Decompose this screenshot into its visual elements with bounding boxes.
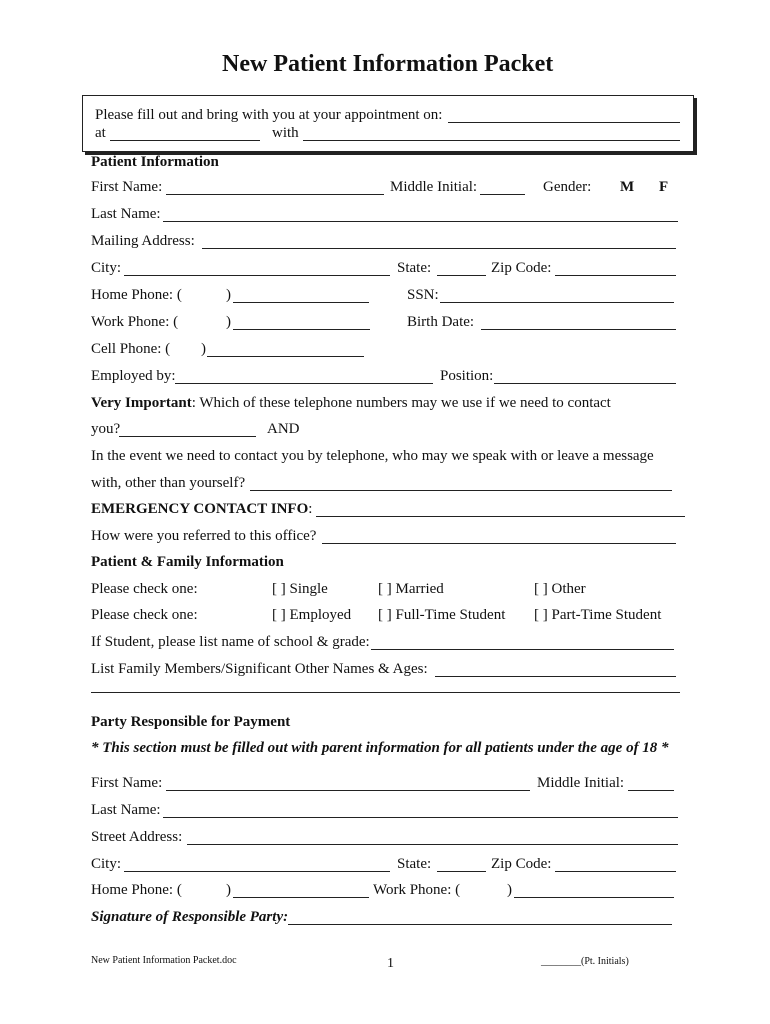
appointment-date-field[interactable]	[448, 122, 680, 123]
resp-state-field[interactable]	[437, 871, 486, 872]
event-text: In the event we need to contact you by telephone, who may we speak with or leave a message	[91, 448, 654, 464]
last-name-label: Last Name:	[91, 206, 161, 222]
very-important-label: Very Important	[91, 395, 192, 411]
zip-label: Zip Code:	[491, 260, 552, 276]
appointment-time-field[interactable]	[110, 140, 260, 141]
resp-street-address-field[interactable]	[187, 844, 678, 845]
birth-date-label: Birth Date:	[407, 314, 475, 330]
resp-zip-field[interactable]	[555, 871, 676, 872]
resp-state-label: State:	[397, 856, 432, 872]
work-phone-field[interactable]	[233, 329, 370, 330]
first-name-label: First Name:	[91, 179, 163, 195]
city-label: City:	[91, 260, 122, 276]
and-label: AND	[267, 421, 300, 437]
you-label: you?	[91, 421, 121, 437]
ssn-label: SSN:	[407, 287, 439, 303]
position-field[interactable]	[494, 383, 676, 384]
emergency-contact-label: EMERGENCY CONTACT INFO	[91, 501, 309, 517]
single-checkbox[interactable]: [ ] Single	[272, 581, 328, 597]
resp-home-phone-field[interactable]	[233, 897, 369, 898]
very-important-line	[91, 394, 611, 412]
cell-phone-field[interactable]	[207, 356, 364, 357]
resp-work-phone-field[interactable]	[514, 897, 674, 898]
family-members-label: List Family Members/Significant Other Names & Ages:	[91, 661, 428, 677]
with-other-label: with, other than yourself?	[91, 475, 246, 491]
resp-middle-initial-label: Middle Initial:	[537, 775, 625, 791]
patient-initials-field[interactable]: ________(Pt. Initials)	[541, 956, 629, 967]
mailing-address-label: Mailing Address:	[91, 233, 195, 249]
resp-work-phone-label: Work Phone: (	[373, 882, 461, 898]
resp-first-name-field[interactable]	[166, 790, 530, 791]
school-label: If Student, please list name of school & grade:	[91, 634, 370, 650]
emergency-contact-field[interactable]	[316, 516, 685, 517]
appointment-with-label: with	[272, 125, 299, 141]
birth-date-field[interactable]	[481, 329, 676, 330]
responsible-note: * This section must be filled out with parent information for all patients under the age of 18 *	[91, 740, 669, 756]
middle-initial-label: Middle Initial:	[390, 179, 478, 195]
footer-filename: New Patient Information Packet.doc	[91, 955, 237, 966]
gender-f-option[interactable]: F	[659, 179, 669, 195]
other-checkbox[interactable]: [ ] Other	[534, 581, 586, 597]
first-name-field[interactable]	[166, 194, 384, 195]
employed-by-field[interactable]	[175, 383, 433, 384]
cell-phone-paren: )	[201, 341, 206, 357]
position-label: Position:	[440, 368, 494, 384]
last-name-field[interactable]	[163, 221, 678, 222]
zip-field[interactable]	[555, 275, 676, 276]
cell-phone-label: Cell Phone: (	[91, 341, 171, 357]
with-other-field[interactable]	[250, 490, 672, 491]
very-important-text: : Which of these telephone numbers may we use if we need to contact	[191, 395, 611, 411]
resp-city-label: City:	[91, 856, 122, 872]
signature-field[interactable]	[288, 924, 672, 925]
resp-last-name-label: Last Name:	[91, 802, 161, 818]
middle-initial-field[interactable]	[480, 194, 525, 195]
emergency-contact-line	[91, 500, 312, 518]
document-title: New Patient Information Packet	[222, 51, 554, 77]
resp-middle-initial-field[interactable]	[628, 790, 674, 791]
emergency-colon: :	[308, 501, 313, 517]
family-members-field-2[interactable]	[91, 692, 680, 693]
employed-by-label: Employed by:	[91, 368, 176, 384]
city-field[interactable]	[124, 275, 390, 276]
referred-field[interactable]	[322, 543, 676, 544]
full-time-student-checkbox[interactable]: [ ] Full-Time Student	[378, 607, 506, 623]
gender-m-option[interactable]: M	[620, 179, 635, 195]
resp-home-phone-label: Home Phone: (	[91, 882, 182, 898]
resp-work-phone-paren: )	[507, 882, 512, 898]
work-phone-paren: )	[226, 314, 231, 330]
family-info-heading: Patient & Family Information	[91, 554, 284, 570]
state-field[interactable]	[437, 275, 486, 276]
resp-zip-label: Zip Code:	[491, 856, 552, 872]
gender-label: Gender:	[543, 179, 592, 195]
responsible-heading: Party Responsible for Payment	[91, 714, 291, 730]
resp-street-address-label: Street Address:	[91, 829, 183, 845]
ssn-field[interactable]	[440, 302, 674, 303]
patient-info-heading: Patient Information	[91, 154, 219, 170]
resp-city-field[interactable]	[124, 871, 390, 872]
employed-checkbox[interactable]: [ ] Employed	[272, 607, 352, 623]
state-label: State:	[397, 260, 432, 276]
contact-number-field[interactable]	[119, 436, 256, 437]
resp-last-name-field[interactable]	[163, 817, 678, 818]
appointment-with-field[interactable]	[303, 140, 680, 141]
appointment-at-label: at	[95, 125, 106, 141]
signature-label: Signature of Responsible Party:	[91, 909, 289, 925]
home-phone-label: Home Phone: (	[91, 287, 182, 303]
appointment-label: Please fill out and bring with you at your appointment on:	[95, 107, 443, 123]
home-phone-field[interactable]	[233, 302, 369, 303]
check-one-label-2: Please check one:	[91, 607, 198, 623]
resp-home-phone-paren: )	[226, 882, 231, 898]
referred-label: How were you referred to this office?	[91, 528, 317, 544]
married-checkbox[interactable]: [ ] Married	[378, 581, 444, 597]
family-members-field[interactable]	[435, 676, 676, 677]
resp-first-name-label: First Name:	[91, 775, 163, 791]
page-number: 1	[387, 956, 394, 971]
part-time-student-checkbox[interactable]: [ ] Part-Time Student	[534, 607, 662, 623]
school-field[interactable]	[371, 649, 674, 650]
home-phone-paren: )	[226, 287, 231, 303]
mailing-address-field[interactable]	[202, 248, 676, 249]
check-one-label-1: Please check one:	[91, 581, 198, 597]
work-phone-label: Work Phone: (	[91, 314, 179, 330]
